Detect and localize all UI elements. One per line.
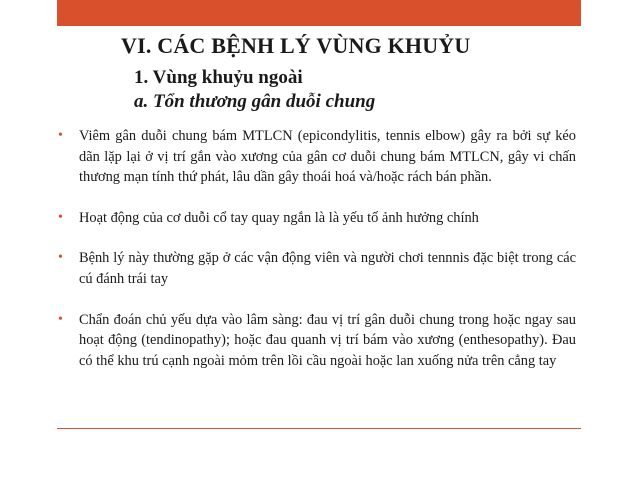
slide-subtitle: 1. Vùng khuỷu ngoài bbox=[134, 67, 303, 88]
bullet-item bbox=[58, 310, 576, 372]
bullet-item bbox=[58, 248, 576, 289]
bullet-text: Bệnh lý này thường gặp ở các vận động viên và người chơi tennnis đặc biệt trong các cú đánh trái tay bbox=[79, 250, 576, 287]
bullet-item bbox=[58, 126, 576, 188]
slide-title: VI. CÁC BỆNH LÝ VÙNG KHUỶU bbox=[121, 33, 471, 58]
bullet-item bbox=[58, 208, 576, 229]
bullet-icon: • bbox=[58, 209, 63, 225]
bullet-icon: • bbox=[58, 250, 63, 266]
top-accent-bar bbox=[57, 0, 581, 26]
bullet-text: Hoạt động của cơ duỗi cổ tay quay ngắn là là yếu tố ảnh hưởng chính bbox=[79, 209, 479, 226]
bullet-text: Viêm gân duỗi chung bám MTLCN (epicondylitis, tennis elbow) gây ra bởi sự kéo dãn lặp lại ở vị trí gắn vào xương của gân cơ duỗi chung bám MTLCN, gây vi chấn thương mạn tính thứ phát, lâu dần gây thoái hoá và/hoặc rách bán phần. bbox=[79, 128, 576, 186]
bullet-icon: • bbox=[58, 128, 63, 143]
bottom-divider bbox=[57, 428, 581, 429]
slide-subsubtitle: a. Tổn thương gân duỗi chung bbox=[134, 91, 376, 112]
bullet-icon: • bbox=[58, 311, 63, 327]
bullet-list bbox=[58, 126, 576, 371]
bullet-text: Chẩn đoán chủ yếu dựa vào lâm sàng: đau vị trí gân duỗi chung trong hoặc ngay sau hoạt động (tendinopathy); hoặc đau quanh vị trí bám vào xương (enthesopathy). Đau có thể khu trú cạnh ngoài mỏm trên lồi cầu ngoài hoặc lan xuống nửa trên cẳng tay bbox=[79, 311, 576, 369]
